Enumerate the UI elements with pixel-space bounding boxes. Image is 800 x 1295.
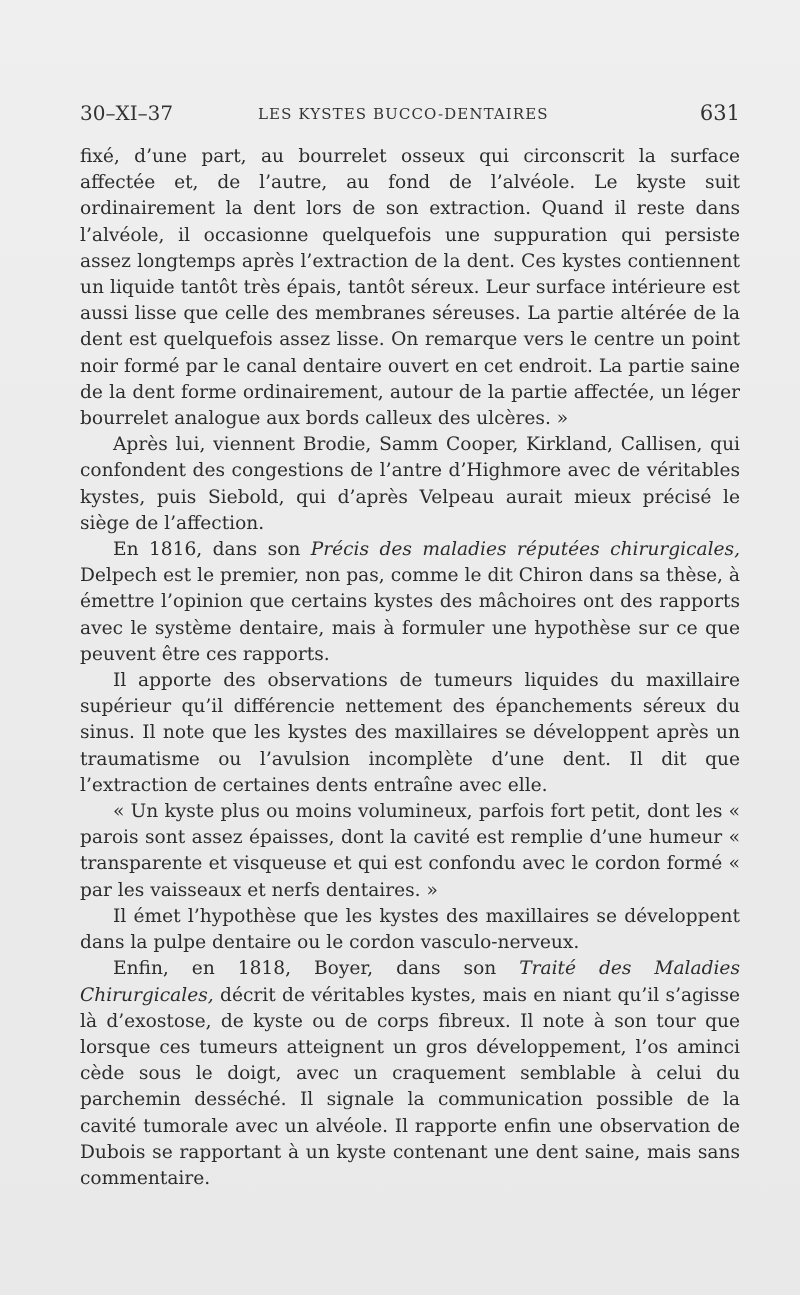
page-number: 631 <box>699 101 740 125</box>
paragraph-hypothesis: Il émet l’hypothèse que les kystes des maxillaires se développent dans la pulpe dentaire ou le cordon vasculo-nerveux. <box>80 905 740 954</box>
header-date: 30–XI–37 <box>80 101 174 125</box>
paragraph-boyer-rest: décrit de véritables kystes, mais en niant qu’il s’agisse là d’exostose, de kyste ou de corps fibreux. Il note à son tour que lorsque ces tumeurs atteignent un gros développement, l’os aminci cède sous le doigt, avec un craquement semblable à celui du parchemin desséché. Il signale la communication possible de la cavité tumorale avec un alvéole. Il rapporte enfin une observation de Dubois se rapportant à un kyste contenant une dent saine, mais sans commentaire. <box>80 984 740 1189</box>
paragraph-delpech <box>80 537 740 668</box>
paragraph-delpech-lead: En 1816, dans son <box>113 539 311 561</box>
paragraph-continuation: fixé, d’une part, au bourrelet osseux qui circonscrit la surface affectée et, de l’autre, au fond de l’alvéole. Le kyste suit ordinairement la dent lors de son extraction. Quand il reste dans l’alvéole, il occasionne quelquefois une suppuration qui persiste assez longtemps après l’extraction de la dent. Ces kystes contiennent un liquide tantôt très épais, tantôt séreux. Leur surface intérieure est aussi lisse que celle des membranes séreuses. La partie altérée de la dent est quelquefois assez lisse. On remarque vers le centre un point noir formé par le canal dentaire ouvert en cet endroit. La partie saine de la dent forme ordinairement, autour de la partie affectée, un léger bourrelet analogue aux bords calleux des ulcères. » <box>80 146 740 430</box>
paragraph-quotation: « Un kyste plus ou moins volumineux, parfois fort petit, dont les « parois sont assez épaisses, dont la cavité est remplie d’une humeur « transparente et visqueuse et qui est confondu avec le cordon formé « par les vaisseaux et nerfs dentaires. » <box>80 801 740 901</box>
paragraph-brodie: Après lui, viennent Brodie, Samm Cooper, Kirkland, Callisen, qui confondent des congestions de l’antre d’Highmore avec de véritables kystes, puis Siebold, qui d’après Velpeau aurait mieux précisé le siège de l’affection. <box>80 434 740 534</box>
paragraph-observations: Il apporte des observations de tumeurs liquides du maxillaire supérieur qu’il différencie nettement des épanchements séreux du sinus. Il note que les kystes des maxillaires se développent après un traumatisme ou l’avulsion incomplète d’une dent. Il dit que l’extraction de certaines dents entraîne avec elle. <box>80 670 740 796</box>
body-text <box>80 144 740 1192</box>
running-header <box>80 101 740 131</box>
paragraph-delpech-rest: Delpech est le premier, non pas, comme le dit Chiron dans sa thèse, à émettre l’opinion que certains kystes des mâchoires ont des rapports avec le système dentaire, mais à formuler une hypothèse sur ce que peuvent être ces rapports. <box>80 565 740 665</box>
paragraph-boyer <box>80 956 740 1192</box>
book-title-traite: Traité des Maladies Chirurgicales, <box>80 958 740 1006</box>
paragraph-boyer-lead: Enfin, en 1818, Boyer, dans son <box>113 958 520 980</box>
header-title: LES KYSTES BUCCO-DENTAIRES <box>258 105 549 123</box>
book-title-precis: Précis des maladies réputées chirurgicales, <box>310 539 740 561</box>
